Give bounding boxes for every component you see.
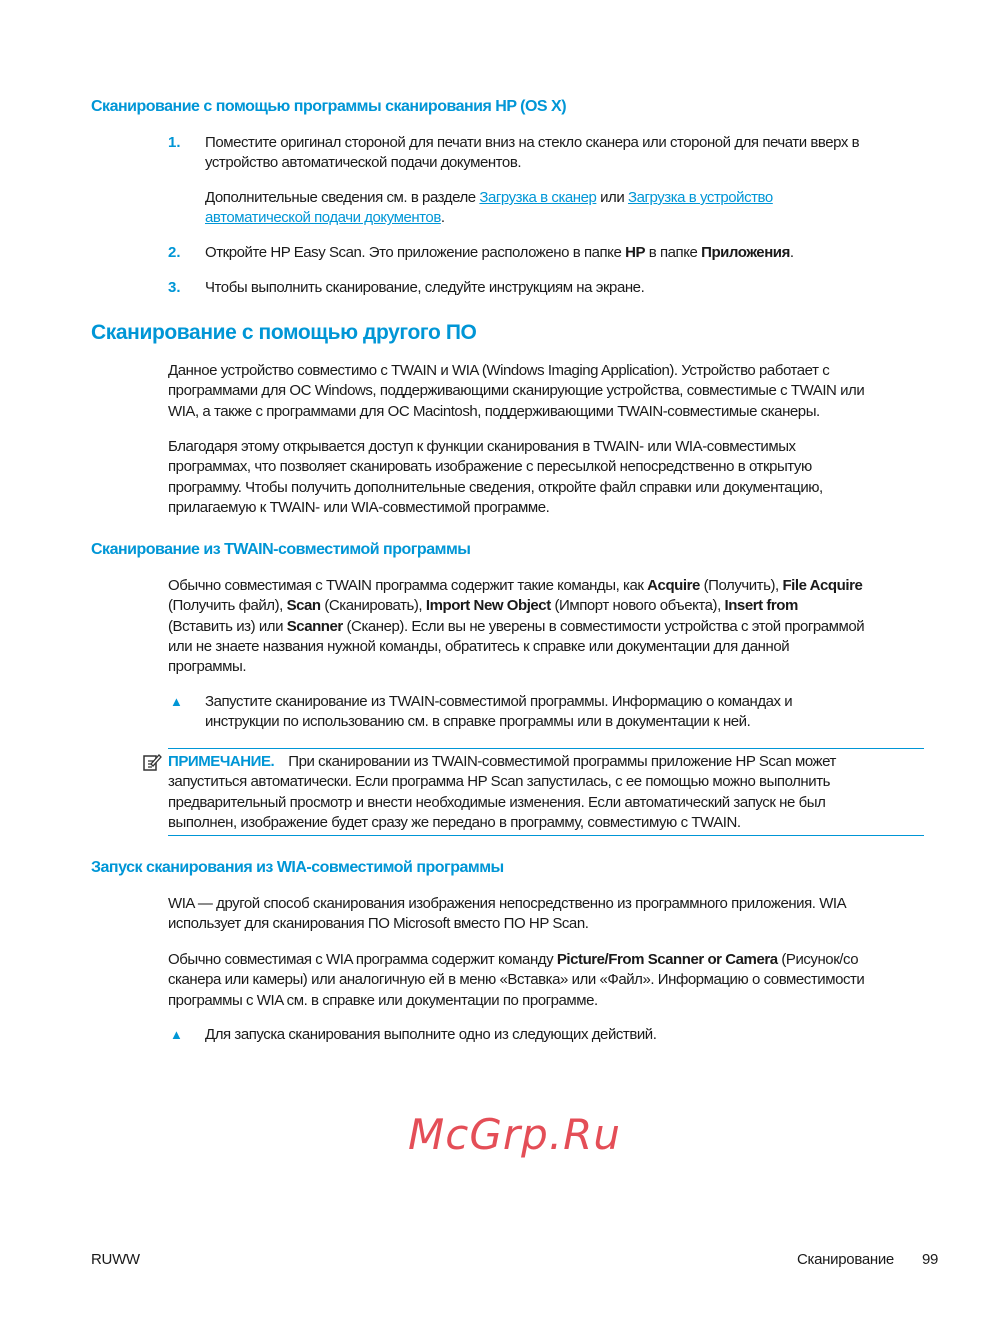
text-run: Чтобы выполнить сканирование, следуйте инструкциям на экране. <box>205 279 645 296</box>
text-line <box>168 991 864 1011</box>
bold-term: Scanner <box>286 617 343 635</box>
text-run: (Вставить из) или <box>168 617 287 635</box>
text-line <box>205 133 859 153</box>
note-text <box>168 752 836 833</box>
text-run: Обычно совместимая с TWAIN программа содержит такие команды, как <box>168 577 648 594</box>
text-run: (Импорт нового объекта), <box>550 597 725 615</box>
text-run: WIA — другой способ сканирования изображения непосредственно из программного приложения. WIA <box>168 895 847 912</box>
text-line <box>168 381 864 401</box>
bold-term: HP <box>625 244 646 261</box>
text-run: использует для сканирования ПО Microsoft вместо ПО HP Scan. <box>168 915 589 933</box>
text-line <box>205 243 794 263</box>
text-run: прилагаемую к TWAIN- или WIA-совместимой программе. <box>168 498 550 516</box>
watermark: McGrp.Ru <box>408 1110 621 1159</box>
section-heading-twain: Сканирование из TWAIN-совместимой программы <box>91 541 471 558</box>
section-heading-osx: Сканирование с помощью программы сканирования HP (OS X) <box>91 98 567 115</box>
text-line <box>168 457 823 477</box>
text-line <box>205 208 773 228</box>
text-run: (Сканер). Если вы не уверены в совместимости устройства с этой программой <box>342 617 865 635</box>
triangle-bullet-icon: ▲ <box>170 1027 183 1042</box>
triangle-bullet-icon: ▲ <box>170 694 183 709</box>
text-line <box>168 478 823 498</box>
text-run: программы. <box>168 658 247 676</box>
text-run: инструкции по использованию см. в справке программы или в документации к ней. <box>205 713 751 731</box>
text-run: сканера или камеры) или аналогичную ей в меню «Вставка» или «Файл». Информацию о совместимости <box>168 971 865 989</box>
bold-term: Scan <box>286 597 321 615</box>
text-line <box>168 970 864 990</box>
footer-section: Сканирование <box>797 1251 894 1268</box>
section-heading-other-software: Сканирование с помощью другого ПО <box>91 321 477 344</box>
text-run: При сканировании из TWAIN-совместимой программы приложение HP Scan может <box>288 753 836 770</box>
step-1-more-info <box>205 188 773 229</box>
bold-term: Приложения <box>701 244 790 261</box>
bold-term: File Acquire <box>782 577 863 594</box>
step-1-text <box>205 133 859 174</box>
note-label: ПРИМЕЧАНИЕ. <box>168 753 275 770</box>
section-heading-wia: Запуск сканирования из WIA-совместимой программы <box>91 859 504 876</box>
text-run: Откройте HP Easy Scan. Это приложение расположено в папке <box>205 244 626 261</box>
paragraph <box>168 950 864 1011</box>
footer-left: RUWW <box>91 1251 140 1268</box>
text-line <box>168 498 823 518</box>
text-line <box>205 153 859 173</box>
text-line <box>205 1025 656 1045</box>
text-run: программу. Чтобы получить дополнительные сведения, откройте файл справки или документацию, <box>168 478 823 496</box>
text-run: (Получить), <box>699 577 783 594</box>
paragraph <box>168 437 823 518</box>
note-icon <box>142 752 162 772</box>
text-run: WIA, а также с программами для ОС Macintosh, поддерживающими TWAIN-совместимые сканеры. <box>168 402 820 420</box>
text-line <box>205 692 792 712</box>
bullet-text <box>205 1025 656 1045</box>
text-line <box>168 637 864 657</box>
step-number: 3. <box>168 279 181 296</box>
text-run: устройство автоматической подачи документов. <box>205 154 522 172</box>
text-run: . <box>440 209 445 227</box>
paragraph <box>168 361 864 422</box>
text-line <box>205 278 644 298</box>
text-line <box>168 772 836 792</box>
text-run: Запустите сканирование из TWAIN-совместимой программы. Информацию о командах и <box>205 693 793 710</box>
text-line <box>168 617 864 637</box>
bold-term: Insert from <box>724 597 798 615</box>
text-run: программами для ОС Windows, поддерживающими сканирующие устройства, совместимые с TWAIN или <box>168 382 865 400</box>
text-run: предварительный просмотр и внести необходимые изменения. Если автоматический запуск не был <box>168 793 826 811</box>
paragraph <box>168 576 864 677</box>
text-run: (Сканировать), <box>320 597 426 615</box>
text-line <box>168 894 846 914</box>
text-line <box>168 813 836 833</box>
text-run: или не знаете названия нужной команды, обратитесь к справке или документации для данной <box>168 637 790 655</box>
text-run: в папке <box>645 244 702 261</box>
step-number: 2. <box>168 244 181 261</box>
text-line <box>168 402 864 422</box>
text-run: (Получить файл), <box>168 597 287 615</box>
cross-reference-link[interactable]: Загрузка в сканер <box>479 189 597 206</box>
text-run: или <box>596 189 628 206</box>
bold-term: Acquire <box>647 577 700 594</box>
step-number: 1. <box>168 134 181 151</box>
step-2-text <box>205 243 794 263</box>
text-run: Данное устройство совместимо с TWAIN и WIA (Windows Imaging Application). Устройство работает с <box>168 362 830 379</box>
text-line <box>168 361 864 381</box>
text-run: выполнен, изображение будет сразу же передано в программу, совместимую с TWAIN. <box>168 813 741 831</box>
text-line <box>168 576 864 596</box>
text-run: Поместите оригинал стороной для печати вниз на стекло сканера или стороной для печати вверх в <box>205 134 860 151</box>
text-run: запуститься автоматически. Если программа HP Scan запустилась, с ее помощью можно выполнить <box>168 773 830 791</box>
text-line <box>168 437 823 457</box>
step-3-text <box>205 278 644 298</box>
text-line <box>205 188 773 208</box>
text-run: Дополнительные сведения см. в разделе <box>205 189 480 206</box>
text-run: программах, что позволяет сканировать изображение с пересылкой непосредственно в открытую <box>168 458 812 476</box>
text-run: программы с WIA см. в справке или документации по программе. <box>168 991 598 1009</box>
text-run: (Рисунок/со <box>777 951 859 968</box>
text-line <box>168 950 864 970</box>
cross-reference-link[interactable]: Загрузка в устройство <box>628 189 773 206</box>
text-run: Благодаря этому открывается доступ к функции сканирования в TWAIN- или WIA-совместимых <box>168 438 796 455</box>
cross-reference-link[interactable]: автоматической подачи документов <box>205 209 441 227</box>
text-line <box>168 793 836 813</box>
text-line <box>205 712 792 732</box>
text-line <box>168 914 846 934</box>
text-line <box>168 657 864 677</box>
page-number: 99 <box>922 1251 939 1268</box>
text-line <box>168 596 864 616</box>
bullet-text <box>205 692 792 733</box>
text-run: Обычно совместимая с WIA программа содержит команду <box>168 951 557 968</box>
paragraph <box>168 894 846 935</box>
bold-term: Import New Object <box>425 597 551 615</box>
bold-term: Picture/From Scanner or Camera <box>556 951 778 968</box>
text-run: . <box>789 244 794 261</box>
text-run: Для запуска сканирования выполните одно из следующих действий. <box>205 1026 657 1043</box>
note-bottom-rule <box>168 835 924 836</box>
note-top-rule <box>168 748 924 749</box>
